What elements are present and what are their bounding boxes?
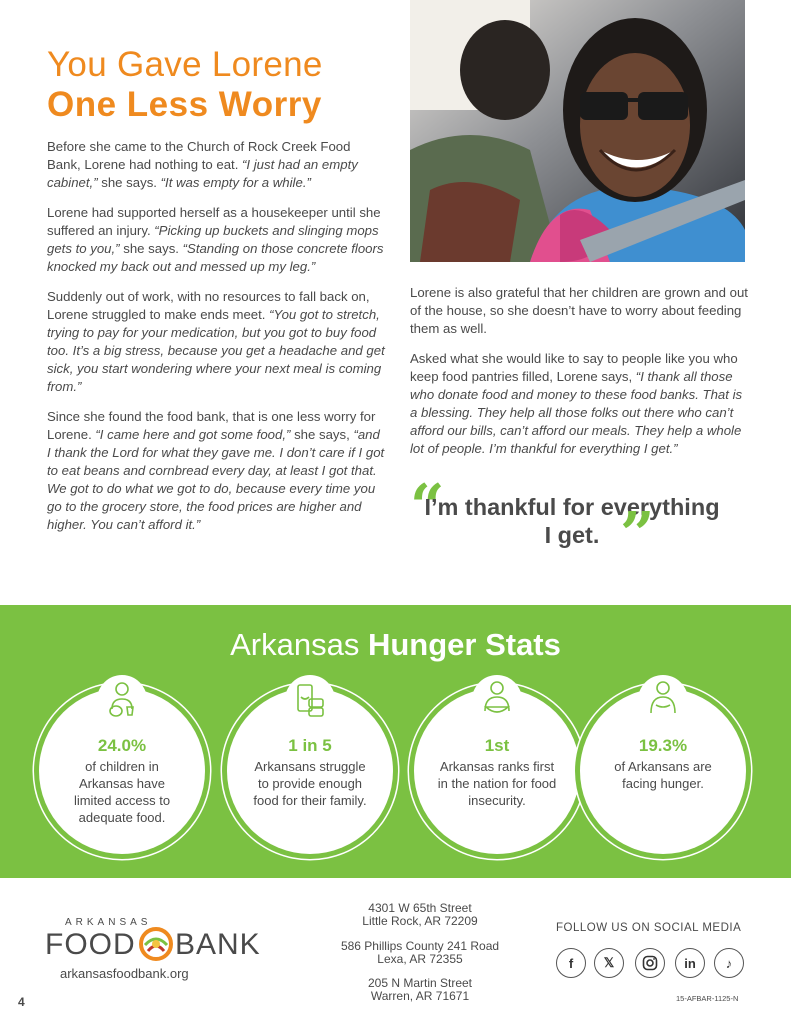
quote-text: “Standing on those concrete floors knocked my back out and messed up my leg.”: [47, 241, 384, 274]
body-text: she says,: [290, 427, 354, 442]
article-right-column: [410, 284, 748, 470]
open-quote-mark: “: [410, 472, 445, 542]
quote-text: “I just had an empty cabinet,”: [47, 157, 358, 190]
close-quote-mark: ”: [620, 500, 655, 570]
x-icon[interactable]: 𝕏: [594, 948, 624, 978]
stats-title-plain: Arkansas: [230, 627, 368, 662]
stats-title: [0, 625, 791, 665]
address-line: Lexa, AR 72355: [377, 952, 463, 966]
address-line: Warren, AR 71671: [370, 989, 470, 1003]
follow-us-label: FOLLOW US ON SOCIAL MEDIA: [556, 922, 742, 934]
logo-mark-icon: [139, 927, 173, 961]
body-paragraph: [47, 138, 385, 192]
tiktok-icon[interactable]: ♪: [714, 948, 744, 978]
quote-text: “I thank all those who donate food and money to these food banks. That is a blessing. They help all those folks out there who can’t afford our bills, can’t afford our meals. They help a whole lot of people. I’m thankful for everything I get.”: [410, 369, 743, 456]
body-text: Asked what she would like to say to people like you who keep food pantries filled, Lorene says,: [410, 351, 738, 384]
child-with-food-icon: [97, 675, 147, 725]
person-hunger-icon: [638, 675, 688, 725]
body-text: Suddenly out of work, with no resources to fall back on, Lorene struggled to make ends meet.: [47, 289, 370, 322]
canned-food-icon: [285, 675, 335, 725]
stat-text: Arkansas ranks first in the nation for food insecurity.: [437, 759, 557, 808]
stat-text: of Arkansans are facing hunger.: [614, 759, 712, 791]
quote-text: “You got to stretch, trying to pay for your medication, but you got to buy food too. It’s a big stress, because you get a headache and get sick, you start wondering where your next meal is coming from.”: [47, 307, 385, 394]
stat-circle: [580, 688, 746, 854]
pull-quote-text: I’m thankful for everything I get.: [424, 494, 720, 548]
stat-circle: [414, 688, 580, 854]
stats-title-bold: Hunger Stats: [367, 627, 561, 662]
person-with-empty-bowl-icon: [472, 675, 522, 725]
smiling-woman-in-car-image: [410, 0, 745, 262]
address-line: 4301 W 65th Street: [368, 901, 472, 915]
quote-text: “Picking up buckets and slinging mops gets to you,”: [47, 223, 379, 256]
stat-value: 1st: [484, 736, 510, 755]
body-text: Lorene had supported herself as a housekeeper until she suffered an injury.: [47, 205, 381, 238]
arkansas-food-bank-logo[interactable]: [45, 915, 265, 965]
stat-circle: [39, 688, 205, 854]
body-text: Before she came to the Church of Rock Creek Food Bank, Lorene had nothing to eat.: [47, 139, 351, 172]
pull-quote: [410, 472, 750, 570]
body-paragraph: [47, 408, 385, 534]
body-paragraph: [410, 350, 748, 458]
article-left-column: [47, 138, 385, 546]
body-text: she says.: [119, 241, 183, 256]
facebook-icon[interactable]: f: [556, 948, 586, 978]
stat-value: 1 in 5: [288, 736, 332, 755]
body-paragraph: [47, 288, 385, 396]
logo-food-text: FOOD: [45, 928, 136, 961]
document-code: 15-AFBAR-1125-N: [676, 994, 739, 1003]
body-text: Since she found the food bank, that is one less worry for Lorene.: [47, 409, 376, 442]
address-block: [320, 940, 520, 966]
page-number: 4: [18, 995, 25, 1009]
body-paragraph: [47, 204, 385, 276]
logo-arkansas-text: ARKANSAS: [65, 917, 152, 928]
title-line-2: One Less Worry: [47, 85, 322, 124]
website-link[interactable]: arkansasfoodbank.org: [60, 966, 189, 981]
stat-value: 24.0%: [97, 736, 147, 755]
address-line: 586 Phillips County 241 Road: [340, 939, 500, 953]
lorene-photo: [410, 0, 745, 262]
quote-text: “I came here and got some food,”: [95, 427, 291, 442]
logo-bank-text: BANK: [175, 928, 261, 961]
article-title: [47, 45, 407, 125]
hunger-stats-section: [0, 605, 791, 878]
stat-circle: [227, 688, 393, 854]
linkedin-icon[interactable]: in: [675, 948, 705, 978]
address-block: [320, 977, 520, 1003]
body-text: Lorene is also grateful that her children are grown and out of the house, so she doesn’t have to worry about feeding them as well.: [410, 285, 748, 336]
stat-text: of children in Arkansas have limited access to adequate food.: [73, 759, 171, 825]
quote-text: “and I thank the Lord for what they gave me. I don’t care if I got to eat beans and cornbread every day, at least I got that. We got to do what we got to do, because every time you go to the grocery store, the food prices are higher and higher. You can’t afford it.”: [47, 427, 385, 532]
quote-text: “It was empty for a while.”: [160, 175, 311, 190]
title-line-1: You Gave Lorene: [47, 45, 323, 84]
body-text: she says.: [97, 175, 161, 190]
body-paragraph: [410, 284, 748, 338]
stat-text: Arkansans struggle to provide enough food for their family.: [253, 759, 367, 808]
address-line: Little Rock, AR 72209: [362, 914, 478, 928]
instagram-icon[interactable]: [635, 948, 665, 978]
address-line: 205 N Martin Street: [367, 976, 473, 990]
address-block: [320, 902, 520, 928]
stat-value: 19.3%: [638, 736, 688, 755]
